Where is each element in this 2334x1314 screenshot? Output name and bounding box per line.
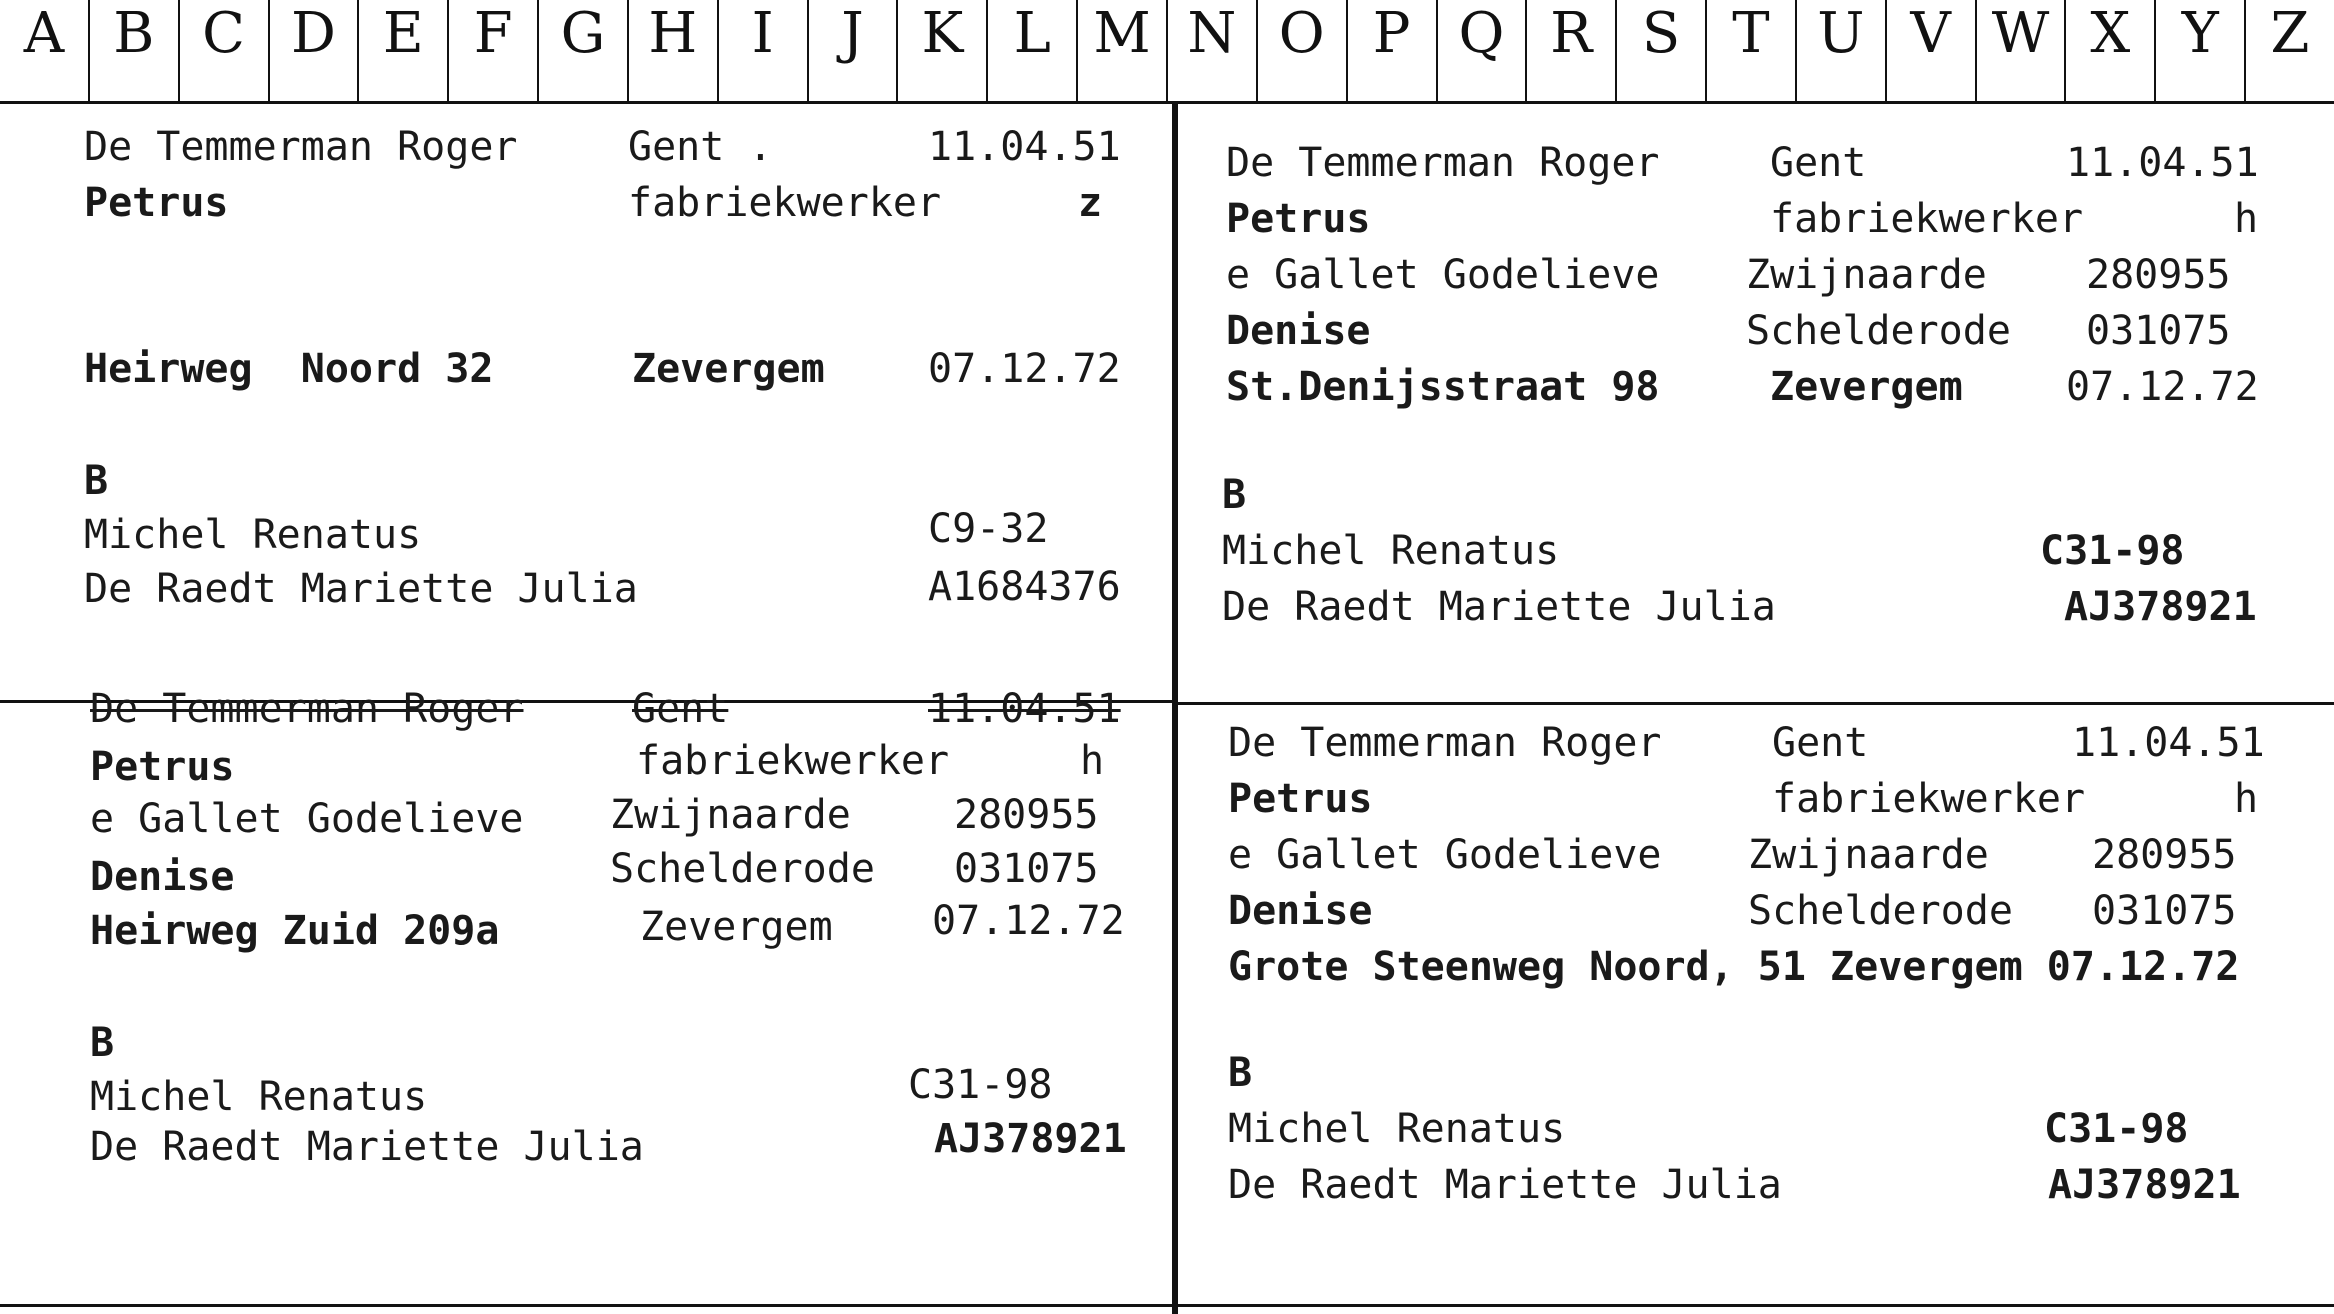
card-spouse-date-2: 031075 xyxy=(2086,308,2231,354)
card-parent-2: De Raedt Mariette Julia xyxy=(84,566,638,612)
card-spouse-date-2: 031075 xyxy=(954,846,1099,892)
card-letter: B xyxy=(1228,1050,1253,1096)
card-letter: B xyxy=(90,1020,115,1066)
alphabet-letter-w: W xyxy=(1977,0,2067,101)
alphabet-letter-d: D xyxy=(270,0,360,101)
card-spouse-birthplace: Zwijnaarde xyxy=(1748,832,1989,878)
card-registration-date: 07.12.72 xyxy=(928,346,1121,392)
card-registration-date: 07.12.72 xyxy=(932,898,1125,944)
card-parent-2: De Raedt Mariette Julia xyxy=(1222,584,1776,630)
card-birthplace: Gent xyxy=(1772,720,1869,766)
card-birthdate: 11.04.51 xyxy=(2066,140,2259,186)
alphabet-letter-h: H xyxy=(629,0,719,101)
card-city: Zevergem xyxy=(632,346,825,392)
alphabet-letter-y: Y xyxy=(2156,0,2246,101)
card-spouse-name-2: Denise xyxy=(1228,888,1373,934)
bottom-border-left xyxy=(0,1304,1172,1307)
alphabet-letter-n: N xyxy=(1168,0,1258,101)
card-spouse-birthdate: 280955 xyxy=(2086,252,2231,298)
card-code-2: AJ378921 xyxy=(2064,584,2257,630)
card-address-line: Grote Steenweg Noord, 51 Zevergem 07.12.72 xyxy=(1228,944,2240,990)
card-city: Zevergem xyxy=(640,904,833,950)
card-spouse-name-2: Denise xyxy=(1226,308,1371,354)
alphabet-letter-q: Q xyxy=(1438,0,1528,101)
card-occupation: fabriekwerker xyxy=(1772,776,2086,822)
card-name: De Temmerman Roger xyxy=(1226,140,1660,186)
alphabet-letter-r: R xyxy=(1527,0,1617,101)
alphabet-letter-c: C xyxy=(180,0,270,101)
alphabet-letter-s: S xyxy=(1617,0,1707,101)
vertical-divider xyxy=(1172,104,1178,1314)
card-spouse-birthdate: 280955 xyxy=(954,792,1099,838)
card-spouse-place-2: Schelderode xyxy=(1746,308,2011,354)
card-occupation: fabriekwerker xyxy=(636,738,950,784)
alphabet-letter-l: L xyxy=(988,0,1078,101)
card-parent-1: Michel Renatus xyxy=(1228,1106,1566,1152)
card-birthplace: Gent xyxy=(632,686,729,732)
card-divider-right xyxy=(1178,702,2334,705)
alphabet-letter-f: F xyxy=(449,0,539,101)
card-occupation: fabriekwerker xyxy=(1770,196,2084,242)
card-city: Zevergem xyxy=(1770,364,1963,410)
card-first-name: Petrus xyxy=(84,180,229,226)
card-letter: B xyxy=(84,458,109,504)
card-parent-1: Michel Renatus xyxy=(90,1074,428,1120)
card-code-1: C9-32 xyxy=(928,506,1049,552)
card-mark: z xyxy=(1078,180,1103,226)
card-parent-2: De Raedt Mariette Julia xyxy=(90,1124,644,1170)
card-mark: h xyxy=(2234,196,2259,242)
card-birthdate: 11.04.51 xyxy=(928,686,1121,732)
card-spouse: e Gallet Godelieve xyxy=(90,796,524,842)
alphabet-letter-t: T xyxy=(1707,0,1797,101)
card-birthplace: Gent xyxy=(1770,140,1867,186)
card-spouse-birthplace: Zwijnaarde xyxy=(610,792,851,838)
card-code-1: C31-98 xyxy=(2040,528,2185,574)
card-first-name: Petrus xyxy=(1228,776,1373,822)
card-parent-2: De Raedt Mariette Julia xyxy=(1228,1162,1782,1208)
card-code-1: C31-98 xyxy=(2044,1106,2189,1152)
card-occupation: fabriekwerker xyxy=(628,180,942,226)
card-birthdate: 11.04.51 xyxy=(928,124,1121,170)
card-parent-1: Michel Renatus xyxy=(84,512,422,558)
card-code-2: A1684376 xyxy=(928,564,1121,610)
alphabet-letter-e: E xyxy=(359,0,449,101)
card-spouse-name-2: Denise xyxy=(90,854,235,900)
alphabet-letter-k: K xyxy=(898,0,988,101)
bottom-border-right xyxy=(1178,1304,2334,1307)
alphabet-letter-o: O xyxy=(1258,0,1348,101)
card-spouse-birthdate: 280955 xyxy=(2092,832,2237,878)
card-spouse-date-2: 031075 xyxy=(2092,888,2237,934)
card-name: De Temmerman Roger xyxy=(90,686,524,732)
card-parent-1: Michel Renatus xyxy=(1222,528,1560,574)
card-registration-date: 07.12.72 xyxy=(2066,364,2259,410)
card-address: St.Denijsstraat 98 xyxy=(1226,364,1660,410)
alphabet-index-strip xyxy=(0,0,2334,104)
card-spouse: e Gallet Godelieve xyxy=(1228,832,1662,878)
card-code-2: AJ378921 xyxy=(934,1116,1127,1162)
alphabet-letter-j: J xyxy=(809,0,899,101)
card-spouse: e Gallet Godelieve xyxy=(1226,252,1660,298)
alphabet-letter-u: U xyxy=(1797,0,1887,101)
alphabet-letter-g: G xyxy=(539,0,629,101)
card-name: De Temmerman Roger xyxy=(1228,720,1662,766)
alphabet-letter-z: Z xyxy=(2270,1,2310,66)
card-name: De Temmerman Roger xyxy=(84,124,518,170)
card-mark: h xyxy=(1080,738,1105,784)
card-address: Heirweg Zuid 209a xyxy=(90,908,500,954)
card-spouse-birthplace: Zwijnaarde xyxy=(1746,252,1987,298)
alphabet-letter-x: X xyxy=(2066,0,2156,101)
card-first-name: Petrus xyxy=(1226,196,1371,242)
alphabet-letter-i: I xyxy=(719,0,809,101)
card-spouse-place-2: Schelderode xyxy=(1748,888,2013,934)
card-address: Heirweg Noord 32 xyxy=(84,346,494,392)
card-letter: B xyxy=(1222,472,1247,518)
card-code-2: AJ378921 xyxy=(2048,1162,2241,1208)
alphabet-letter-v: V xyxy=(1887,0,1977,101)
card-spouse-place-2: Schelderode xyxy=(610,846,875,892)
alphabet-letter-m: M xyxy=(1078,0,1168,101)
card-first-name: Petrus xyxy=(90,744,235,790)
alphabet-letter-a: A xyxy=(0,0,90,101)
alphabet-letter-b: B xyxy=(90,0,180,101)
card-birthdate: 11.04.51 xyxy=(2072,720,2265,766)
card-mark: h xyxy=(2234,776,2259,822)
alphabet-letter-p: P xyxy=(1348,0,1438,101)
card-code-1: C31-98 xyxy=(908,1062,1053,1108)
card-birthplace: Gent . xyxy=(628,124,773,170)
